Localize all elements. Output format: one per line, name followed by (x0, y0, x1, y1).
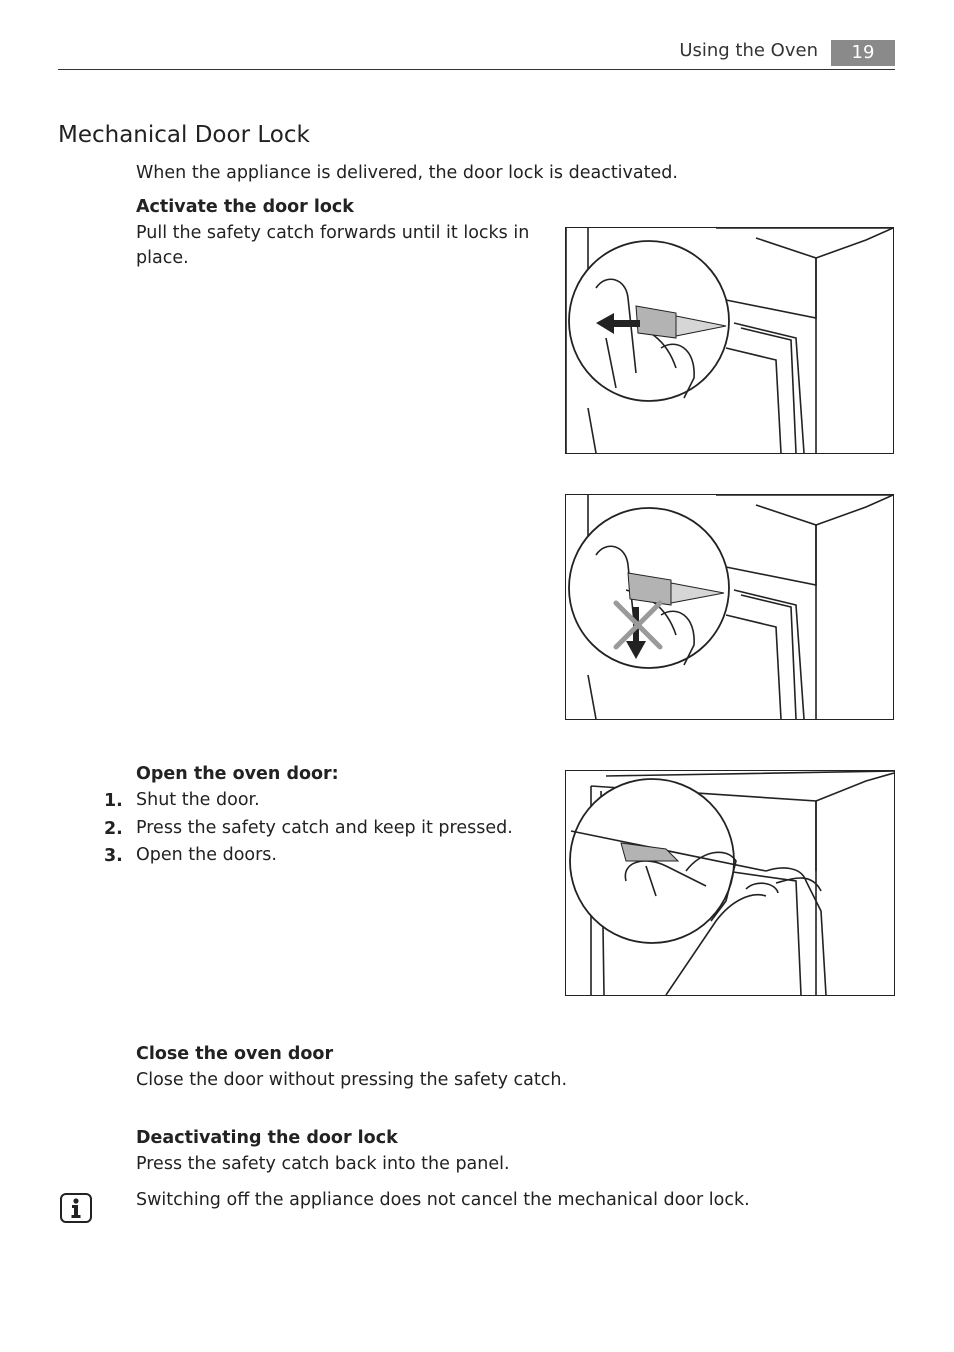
activate-text-line1: Pull the safety catch forwards until it locks in (136, 223, 530, 243)
close-door-text: Close the door without pressing the safety catch. (136, 1070, 568, 1090)
oven-door-illustration-1 (566, 228, 893, 453)
oven-door-illustration-3 (566, 771, 894, 995)
activate-text-line2: place. (136, 248, 189, 268)
deactivate-heading: Deactivating the door lock (136, 1128, 398, 1148)
figure-activate-lock (565, 227, 894, 454)
step-text: Shut the door. (136, 790, 260, 810)
step-number: 1. (104, 791, 123, 811)
step-number: 3. (104, 846, 123, 866)
header-divider (58, 69, 895, 70)
page-title: Mechanical Door Lock (58, 122, 310, 148)
open-door-heading: Open the oven door: (136, 764, 339, 784)
figure-open-door (565, 770, 895, 996)
page-number-badge: 19 (831, 40, 895, 66)
oven-door-illustration-2 (566, 495, 893, 719)
step-text: Open the doors. (136, 845, 277, 865)
activate-heading: Activate the door lock (136, 197, 354, 217)
figure-do-not-press (565, 494, 894, 720)
intro-text: When the appliance is delivered, the door lock is deactivated. (136, 163, 678, 183)
note-text: Switching off the appliance does not cancel the mechanical door lock. (136, 1190, 750, 1210)
step-text: Press the safety catch and keep it pressed. (136, 818, 513, 838)
deactivate-text: Press the safety catch back into the panel. (136, 1154, 510, 1174)
info-icon (60, 1193, 92, 1223)
step-number: 2. (104, 819, 123, 839)
header-section-title: Using the Oven (679, 40, 818, 61)
close-door-heading: Close the oven door (136, 1044, 334, 1064)
